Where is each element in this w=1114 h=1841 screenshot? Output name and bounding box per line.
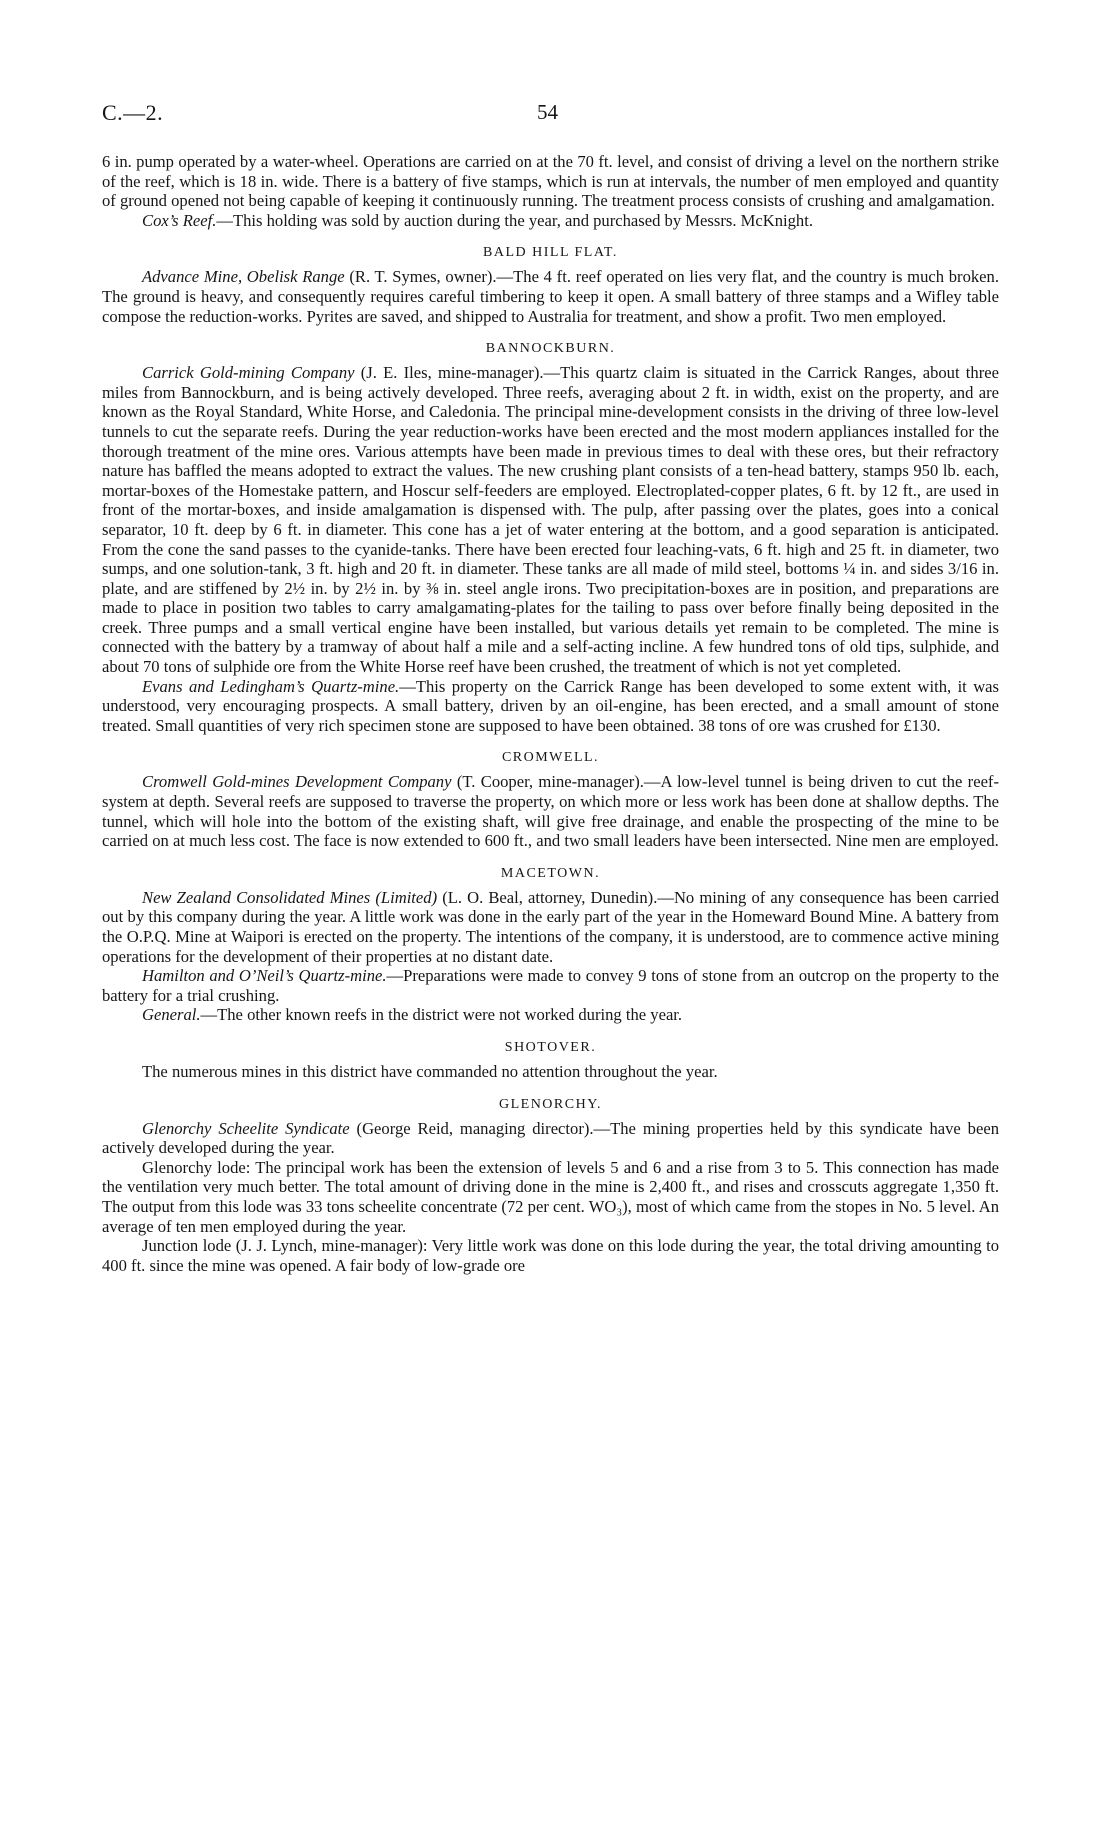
paragraph-lead: Evans and Ledingham’s Quartz-mine. (142, 676, 400, 696)
paragraph-lead: Cox’s Reef. (142, 210, 217, 230)
paragraph-text: (George Reid, managing director).—The mining properties held by this syndicate have been actively developed during the year. (102, 1118, 1000, 1158)
paragraph (102, 888, 999, 966)
paragraph-text: —This property on the Carrick Range has been developed to some extent with, it was understood, very encouraging prospects. A small battery, driven by an oil-engine, has been erected, and a small amount of stone treated. Small quantities of very rich specimen stone are supposed to have been obtained. 38 tons of ore was crushed for £130. (102, 676, 999, 735)
paragraph (102, 267, 999, 326)
paragraph-lead: New Zealand Consolidated Mines (Limited) (142, 887, 438, 907)
paragraph-text: 6 in. pump operated by a water-wheel. Operations are carried on at the 70 ft. level, and consist of driving a level on the northern strike of the reef, which is 18 in. wide. There is a battery of five stamps, which is run at intervals, the number of men employed and quantity of ground opened not being capable of keeping it continuously running. The treatment process consists of crushing and amalgamation. (102, 152, 999, 211)
paragraph-text: —The other known reefs in the district were not worked during the year. (200, 1005, 683, 1025)
paragraph (102, 772, 999, 850)
paragraph (102, 966, 999, 1005)
paragraph (102, 677, 999, 736)
paragraph-text: Junction lode (J. J. Lynch, mine-manager): Very little work was done on this lode during the year, the total driving amounting to 400 ft. since the mine was opened. A fair body of low-grade ore (102, 1236, 999, 1275)
paragraph-text: The numerous mines in this district have commanded no attention throughout the year. (142, 1061, 718, 1081)
paragraph-text: Glenorchy lode: The principal work has been the extension of levels 5 and 6 and a rise from 3 to 5. This connection has made the ventilation very much better. The total amount of driving done in the mine is 2,400 ft., and rises and crosscuts aggregate 1,350 ft. The output from this lode was 33 tons scheelite concentrate (72 per cent. WO₃), most of which came from the stopes in No. 5 level. An average of ten men employed during the year. (102, 1157, 999, 1236)
paragraph-lead: Advance Mine, Obelisk Range (142, 267, 345, 287)
paragraph (102, 363, 999, 677)
paragraph-text: —Preparations were made to convey 9 tons of stone from an outcrop on the property to the battery for a trial crushing. (102, 966, 999, 1005)
paragraph (102, 211, 999, 231)
paragraph (102, 1158, 999, 1236)
section-heading: SHOTOVER. (504, 1039, 597, 1055)
paragraph-text: (J. E. Iles, mine-manager).—This quartz claim is situated in the Carrick Ranges, about three miles from Bannockburn, and is being actively developed. Three reefs, averaging about 2 ft. in width, exist on the property, and are known as the Royal Standard, White Horse, and Caledonia. The principal mine-development consists in the driving of three low-level tunnels to cut the separate reefs. During the year reduction-works have been erected and the most modern appliances installed for the thorough treatment of the mine ores. Various attempts have been made in previous times to deal with these ores, but their refractory nature has baffled the means adopted to extract the values. The new crushing plant consists of a ten-head battery, stamps 950 lb. each, mortar-boxes of the Homestake pattern, and Hoscur self-feeders are employed. Electroplated-copper plates, 6 ft. by 12 ft., are used in front of the mortar-boxes, and inside amalgamation is dispensed with. The pulp, after passing over the plates, goes into a conical separator, 10 ft. deep by 6 ft. in diameter. This cone has a jet of water entering at the bottom, and a good separation is anticipated. From the cone the sand passes to the cyanide-tanks. There have been erected four leaching-vats, 6 ft. high and 25 ft. in diameter, two sumps, and one solution-tank, 3 ft. high and 20 ft. in diameter. These tanks are all made of mild steel, bottoms ¼ in. and sides 3/16 in. plate, and are stiffened by 2½ in. by 2½ in. by ⅜ in. steel angle irons. Two precipitation-boxes are in position, and preparations are made to place in position two tables to carry amalgamating-plates for the tailing to pass over before finally being deposited in the creek. Three pumps and a small vertical engine have been installed, but various details yet remain to be completed. The mine is connected with the battery by a tramway of about half a mile and a self-acting incline. A few hundred tons of old tips, sulphide, and about 70 tons of sulphide ore from the White Horse reef have been crushed, the treatment of which is not yet completed. (102, 363, 999, 677)
paragraph-lead: Hamilton and O’Neil’s Quartz-mine. (142, 966, 387, 986)
paragraph-text: (L. O. Beal, attorney, Dunedin).—No mining of any consequence has been carried out by this company during the year. A little work was done in the early part of the year in the Homeward Bound Mine. A battery from the O.P.Q. Mine at Waipori is erected on the property. The intentions of the company, it is understood, are to commence active mining operations for the development of their properties at no distant date. (102, 887, 999, 966)
page-header (102, 100, 999, 130)
paragraph-text: (T. Cooper, mine-manager).—A low-level tunnel is being driven to cut the reef-system at depth. Several reefs are supposed to traverse the property, on which more or less work has been done at shallow depths. The tunnel, which will hole into the bottom of the existing shaft, will give free drainage, and enable the prospecting of the mine to be carried on at much less cost. The face is now extended to 600 ft., and two small leaders have been intersected. Nine men are employed. (102, 772, 999, 851)
section-heading: MACETOWN. (500, 865, 601, 881)
paragraph-lead: Glenorchy Scheelite Syndicate (142, 1118, 350, 1138)
document-reference: C.—2. (102, 100, 164, 125)
paragraph-lead: General. (142, 1005, 201, 1025)
section-heading: GLENORCHY. (498, 1096, 603, 1112)
paragraph (102, 152, 999, 211)
paragraph-lead: Cromwell Gold-mines Development Company (142, 772, 452, 792)
page-number: 54 (537, 100, 558, 124)
paragraph (102, 1005, 999, 1025)
paragraph-text: —This holding was sold by auction during the year, and purchased by Messrs. McKnight. (216, 210, 813, 230)
paragraph-text: (R. T. Symes, owner).—The 4 ft. reef operated on lies very flat, and the country is much broken. The ground is heavy, and consequently requires careful timbering to keep it open. A small battery of three stamps and a Wifley table compose the reduction-works. Pyrites are saved, and shipped to Australia for treatment, and show a profit. Two men employed. (102, 267, 999, 326)
paragraph (102, 1062, 999, 1082)
paragraph-lead: Carrick Gold-mining Company (142, 363, 355, 383)
section-heading: CROMWELL. (501, 750, 600, 766)
section-heading: BALD HILL FLAT. (483, 245, 618, 261)
section-heading: BANNOCKBURN. (485, 341, 616, 357)
paragraph (102, 1236, 999, 1275)
report-body (102, 152, 999, 1275)
paragraph (102, 1119, 999, 1158)
